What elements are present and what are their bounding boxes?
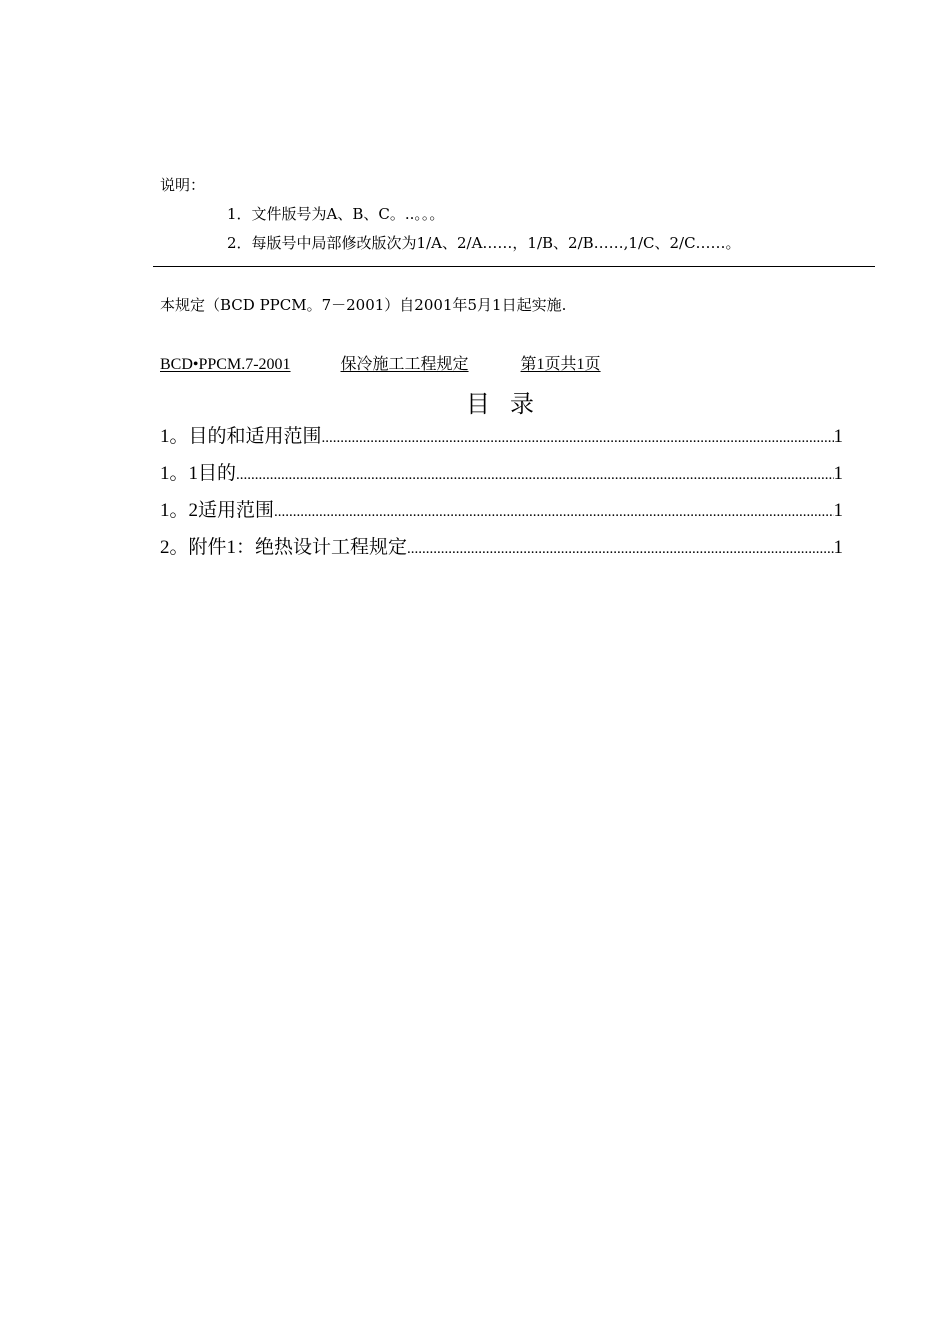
header-page-info: 第1页共1页: [520, 356, 601, 373]
toc-title: 目录: [466, 390, 554, 418]
document-header: [160, 351, 601, 374]
toc-entry-page: 1: [833, 426, 843, 447]
header-title: 保冷施工工程规定: [340, 356, 469, 373]
effective-date-statement: 本规定（BCD PPCM。7－2001）自2001年5月1日起实施.: [160, 296, 567, 314]
toc-entry[interactable]: [160, 458, 843, 486]
toc-entry-label: 2。附件1：绝热设计工程规定: [160, 537, 408, 558]
header-code: BCD•PPCM.7-2001: [160, 356, 291, 373]
toc-dot-leader: [322, 430, 834, 447]
toc-entry-page: 1: [833, 463, 843, 484]
horizontal-divider: [153, 266, 875, 267]
toc-entry-label: 1。1目的: [160, 463, 237, 484]
toc-entry[interactable]: [160, 532, 843, 560]
toc-entry-page: 1: [833, 500, 843, 521]
notes-title: 说明：: [160, 176, 206, 194]
toc-entry-label: 1。目的和适用范围: [160, 426, 322, 447]
toc-dot-leader: [407, 541, 833, 558]
note-item-1: 1．文件版号为A、B、C。..。。。: [227, 205, 445, 223]
toc-dot-leader: [274, 504, 833, 521]
toc-entry-page: 1: [833, 537, 843, 558]
note-item-2: 2．每版号中局部修改版次为1/A、2/A……，1/B、2/B……,1/C、2/C……。: [227, 234, 741, 252]
toc-dot-leader: [236, 467, 833, 484]
toc-entry[interactable]: [160, 495, 843, 523]
toc-entry[interactable]: [160, 421, 843, 449]
toc-entry-label: 1。2适用范围: [160, 500, 275, 521]
